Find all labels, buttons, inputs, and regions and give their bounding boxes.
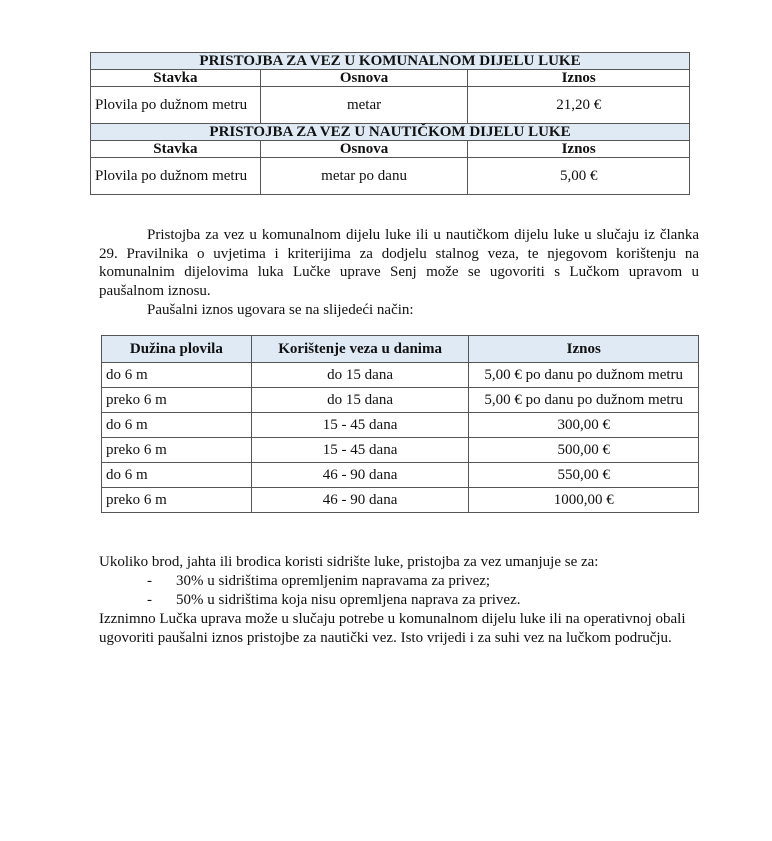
table-row xyxy=(102,488,699,513)
cell-days: 46 - 90 dana xyxy=(251,463,469,488)
list-item xyxy=(147,572,491,591)
cell-amount: 1000,00 € xyxy=(469,488,699,513)
list-marker: - xyxy=(147,573,152,589)
cell-length: preko 6 m xyxy=(102,388,252,413)
cell-days: 15 - 45 dana xyxy=(251,413,469,438)
table-row xyxy=(102,363,699,388)
column-header-iznos: Iznos xyxy=(468,70,690,87)
cell-days: 46 - 90 dana xyxy=(251,488,469,513)
column-header-osnova: Osnova xyxy=(260,70,468,87)
table-row xyxy=(102,388,699,413)
list-item xyxy=(147,591,521,610)
cell-days: 15 - 45 dana xyxy=(251,438,469,463)
table-row xyxy=(102,438,699,463)
fee-table-berths xyxy=(90,52,690,195)
cell-amount: 550,00 € xyxy=(469,463,699,488)
table-row xyxy=(102,463,699,488)
cell-length: preko 6 m xyxy=(102,438,252,463)
cell-length: do 6 m xyxy=(102,413,252,438)
cell-days: do 15 dana xyxy=(251,388,469,413)
paragraph-anchorage-reduction: Ukoliko brod, jahta ili brodica koristi sidrište luke, pristojba za vez umanjuje se za: xyxy=(99,554,599,570)
cell-osnova: metar po danu xyxy=(260,158,468,195)
cell-days: do 15 dana xyxy=(251,363,469,388)
cell-iznos: 21,20 € xyxy=(468,87,690,124)
column-header-osnova: Osnova xyxy=(260,141,468,158)
column-header-iznos: Iznos xyxy=(468,141,690,158)
cell-amount: 5,00 € po danu po dužnom metru xyxy=(469,363,699,388)
cell-length: do 6 m xyxy=(102,363,252,388)
paragraph-lump-sum-conditions: Pristojba za vez u komunalnom dijelu luke ili u nautičkom dijelu luke u slučaju iz članka 29. Pravilnika o uvjetima i kriterijima za dodjelu stalnog veza, te njegovom korištenju na komunalnim dijelovima luka Lučke uprave Senj može se ugovoriti s Lučkom upravom u paušalnom iznosu. xyxy=(99,227,699,299)
cell-iznos: 5,00 € xyxy=(468,158,690,195)
column-header-length: Dužina plovila xyxy=(102,336,252,363)
paragraph-lump-sum-intro: Paušalni iznos ugovara se na slijedeći način: xyxy=(147,302,414,318)
cell-stavka: Plovila po dužnom metru xyxy=(91,87,261,124)
column-header-days: Korištenje veza u danima xyxy=(251,336,469,363)
cell-osnova: metar xyxy=(260,87,468,124)
column-header-stavka: Stavka xyxy=(91,141,261,158)
cell-stavka: Plovila po dužnom metru xyxy=(91,158,261,195)
lump-sum-table xyxy=(101,335,699,513)
cell-length: preko 6 m xyxy=(102,488,252,513)
section-title-nautical: PRISTOJBA ZA VEZ U NAUTIČKOM DIJELU LUKE xyxy=(91,124,690,141)
column-header-stavka: Stavka xyxy=(91,70,261,87)
table-row xyxy=(102,413,699,438)
cell-amount: 300,00 € xyxy=(469,413,699,438)
paragraph-exception: Izznimno Lučka uprava može u slučaju potrebe u komunalnom dijelu luke ili na operativnoj obali ugovoriti paušalni iznos pristojbe za nautički vez. Isto vrijedi i za suhi vez na lučkom području. xyxy=(99,611,686,646)
cell-amount: 500,00 € xyxy=(469,438,699,463)
list-item-text: 30% u sidrištima opremljenim napravama za privez; xyxy=(176,573,491,589)
list-marker: - xyxy=(147,592,152,608)
section-title-communal: PRISTOJBA ZA VEZ U KOMUNALNOM DIJELU LUKE xyxy=(91,53,690,70)
cell-amount: 5,00 € po danu po dužnom metru xyxy=(469,388,699,413)
cell-length: do 6 m xyxy=(102,463,252,488)
list-item-text: 50% u sidrištima koja nisu opremljena naprava za privez. xyxy=(176,592,521,608)
column-header-amount: Iznos xyxy=(469,336,699,363)
